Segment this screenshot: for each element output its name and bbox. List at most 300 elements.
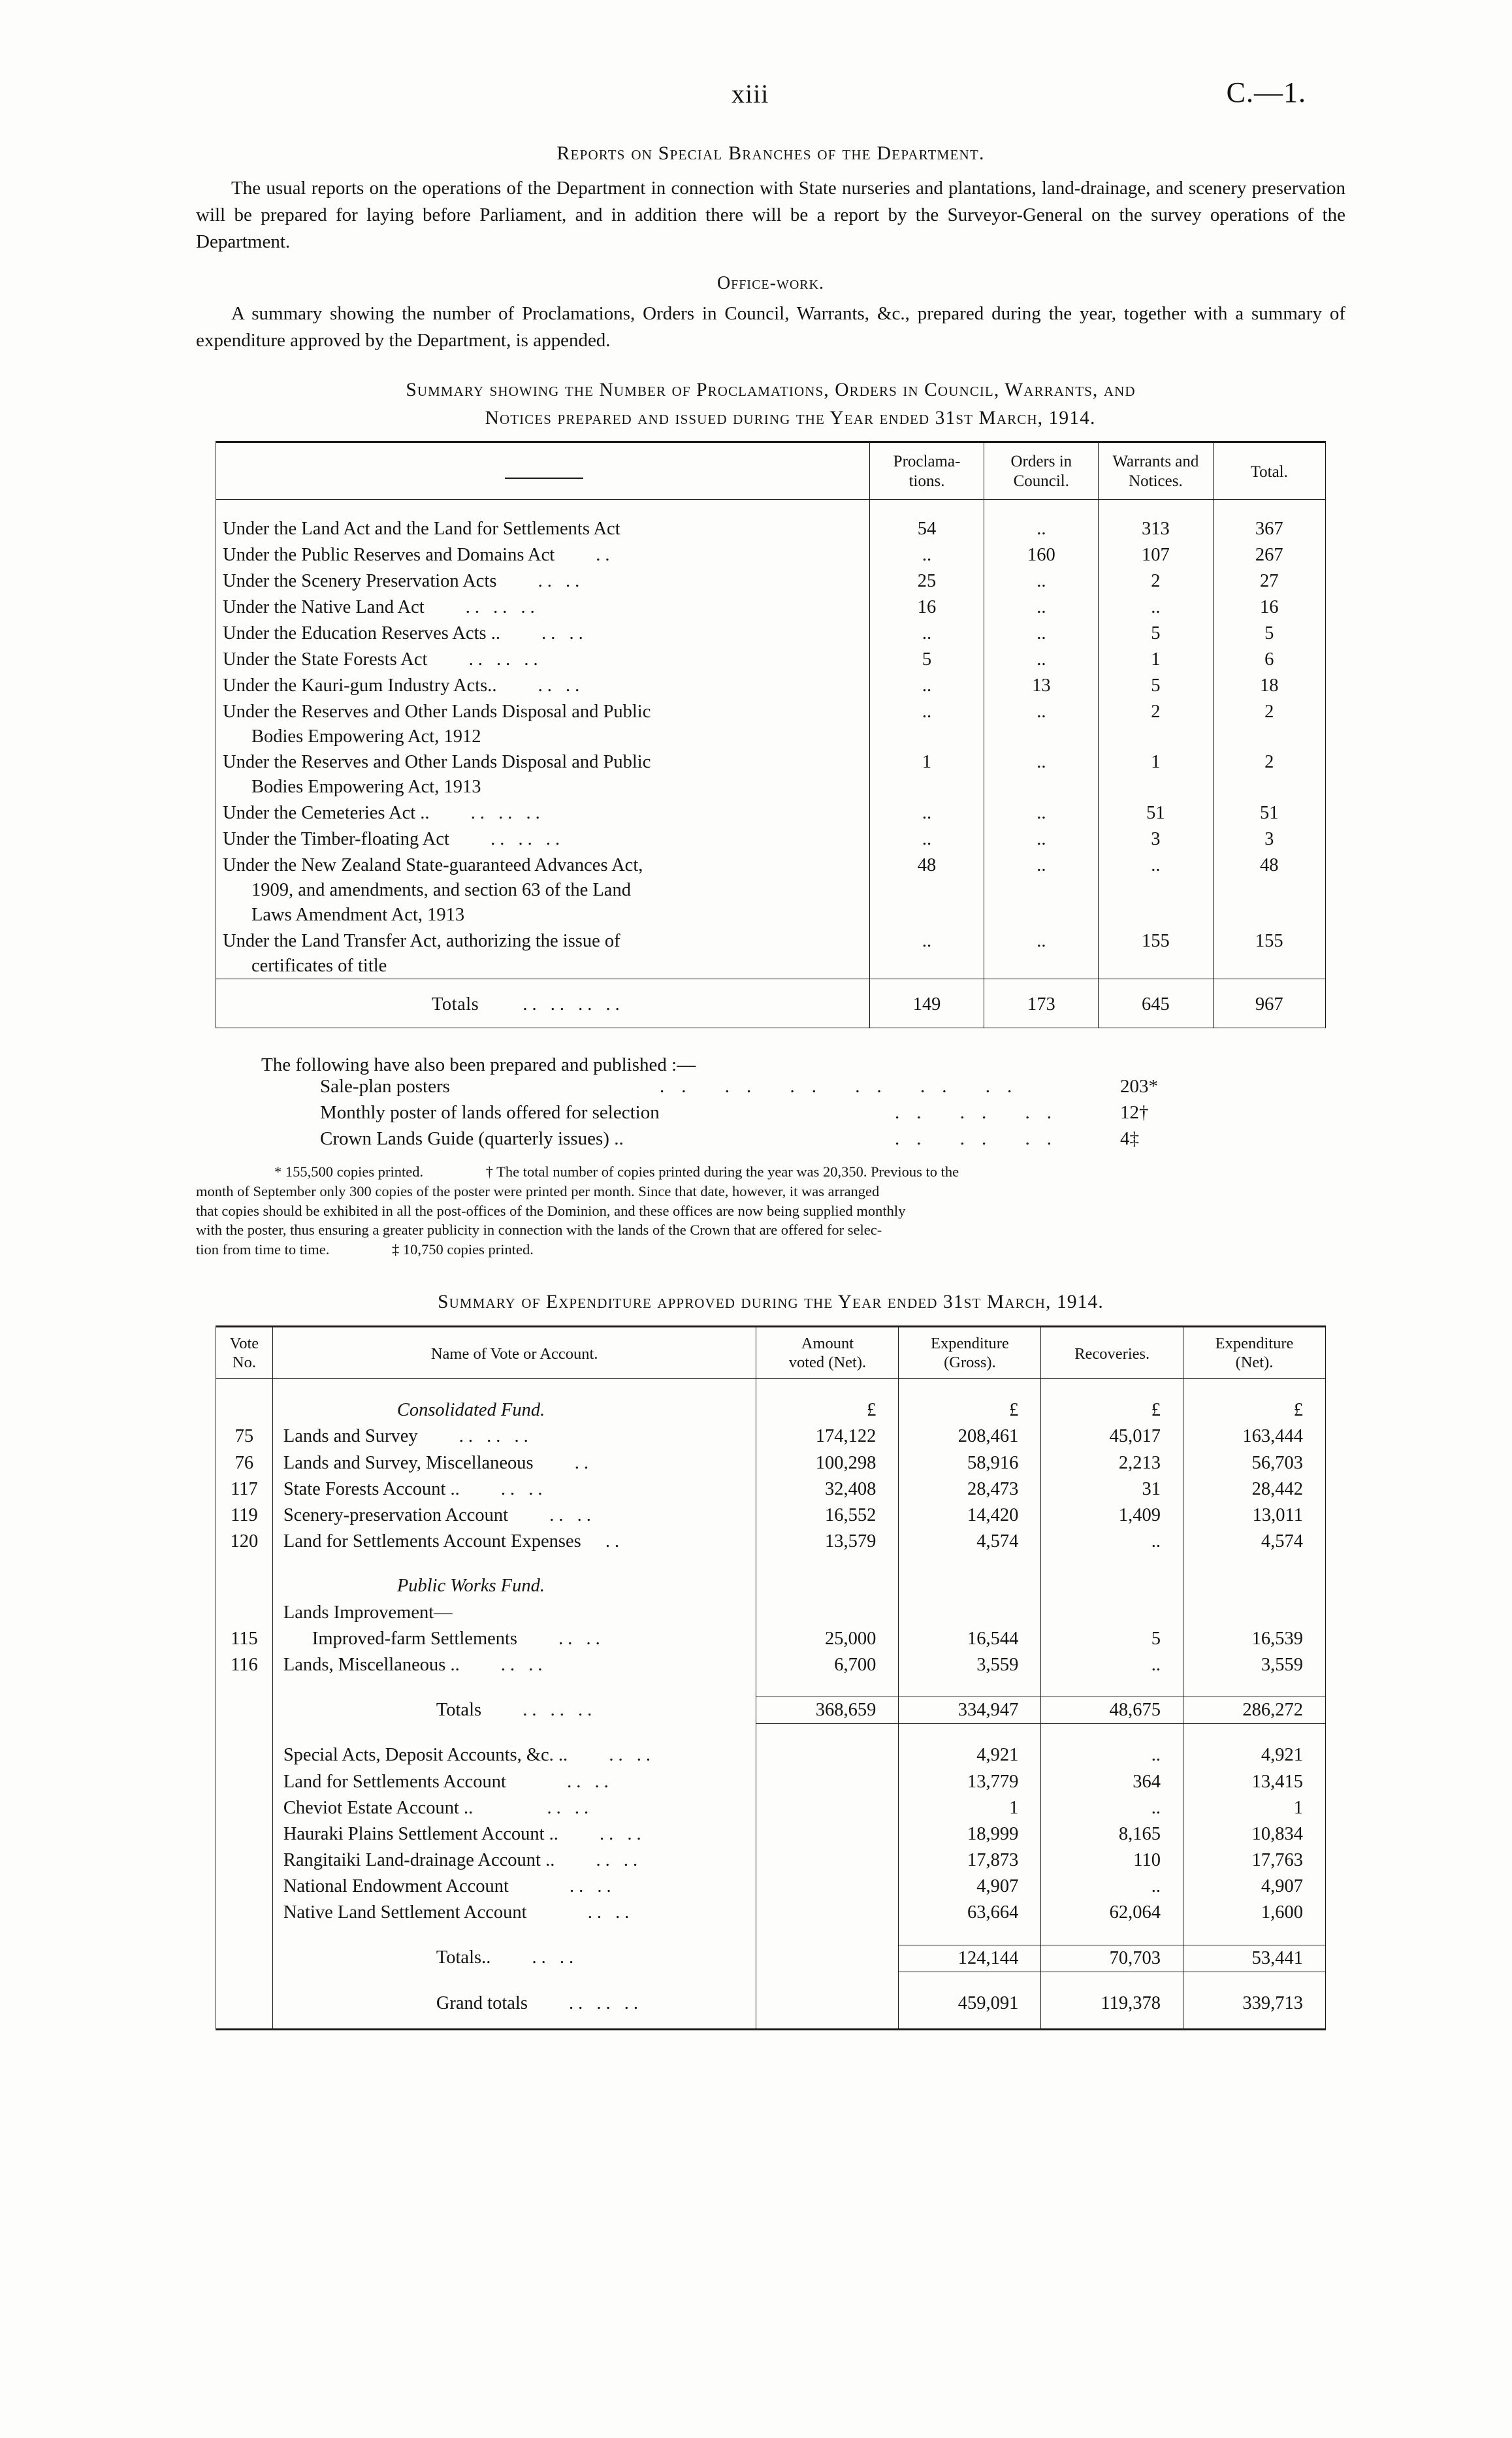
spacer-cell bbox=[899, 1555, 1041, 1573]
row-amount-voted bbox=[756, 1847, 899, 1874]
row-recoveries: .. bbox=[1041, 1742, 1183, 1768]
row-label-line2: Bodies Empowering Act, 1912 bbox=[251, 726, 481, 747]
spacer-cell bbox=[899, 1379, 1041, 1398]
spacer-cell bbox=[272, 1972, 756, 1991]
row-vote-no bbox=[216, 1795, 273, 1821]
totals-leader-dots: .. .. .. .. bbox=[523, 994, 624, 1015]
row-expenditure-net: 13,415 bbox=[1183, 1769, 1325, 1795]
row-expenditure-gross: 4,574 bbox=[899, 1529, 1041, 1555]
row-total: 6 bbox=[1213, 647, 1326, 673]
row-vote-no bbox=[216, 1821, 273, 1847]
published-item-label: Monthly poster of lands offered for selection bbox=[320, 1102, 660, 1124]
spacer-cell bbox=[899, 1678, 1041, 1697]
row-recoveries: .. bbox=[1041, 1529, 1183, 1555]
spacer-cell bbox=[216, 1555, 273, 1573]
group-title-consolidated-fund: Consolidated Fund. bbox=[272, 1397, 756, 1423]
row-proclamations: 1 bbox=[869, 749, 984, 800]
row-orders: .. bbox=[984, 699, 1099, 750]
group-heading-row bbox=[216, 1573, 1326, 1599]
currency-amount: £ bbox=[756, 1397, 899, 1423]
row-orders: .. bbox=[984, 853, 1099, 928]
table-row bbox=[216, 1874, 1326, 1900]
table1-wrapper bbox=[216, 441, 1326, 1028]
spacer-cell bbox=[1183, 1724, 1325, 1743]
row-recoveries: 2,213 bbox=[1041, 1450, 1183, 1476]
row-account-name bbox=[272, 1821, 756, 1847]
spacer-cell bbox=[756, 1379, 899, 1398]
spacer-cell bbox=[1041, 2017, 1183, 2030]
row-account-name-text: Improved-farm Settlements bbox=[312, 1628, 518, 1649]
table2-wrapper bbox=[216, 1325, 1326, 2031]
table2-col-gross bbox=[899, 1326, 1041, 1379]
table2-col-gross-l1: Expenditure bbox=[931, 1334, 1009, 1352]
totals-recoveries: 70,703 bbox=[1041, 1945, 1183, 1972]
row-expenditure-gross: 208,461 bbox=[899, 1423, 1041, 1450]
row-leader-dots: .. .. bbox=[538, 675, 585, 696]
spacer-cell bbox=[1041, 1379, 1183, 1398]
spacer-cell bbox=[899, 1926, 1041, 1945]
published-item-label: Crown Lands Guide (quarterly issues) .. bbox=[320, 1128, 624, 1150]
footnote-line-5 bbox=[196, 1240, 1345, 1260]
table1-col-warrants bbox=[1099, 442, 1213, 500]
row-warrants: 51 bbox=[1099, 800, 1213, 826]
row-leader-dots: .. bbox=[605, 1531, 624, 1552]
row-amount-voted bbox=[756, 1769, 899, 1795]
list-item bbox=[320, 1102, 1345, 1128]
table-row bbox=[216, 1626, 1326, 1652]
spacer-cell bbox=[1041, 1678, 1183, 1697]
group-heading-row bbox=[216, 1397, 1326, 1423]
row-amount-voted: 25,000 bbox=[756, 1626, 899, 1652]
table2-bottom-rule-row bbox=[216, 2017, 1326, 2030]
row-recoveries: 110 bbox=[1041, 1847, 1183, 1874]
list-item bbox=[320, 1128, 1345, 1154]
spacer-cell bbox=[756, 2017, 899, 2030]
row-label-text: Under the Cemeteries Act .. bbox=[223, 803, 430, 824]
row-proclamations: .. bbox=[869, 542, 984, 568]
row-proclamations: 25 bbox=[869, 568, 984, 594]
table-row bbox=[216, 1742, 1326, 1768]
table1-col-proclamations bbox=[869, 442, 984, 500]
row-expenditure-net: 4,907 bbox=[1183, 1874, 1325, 1900]
row-account-name bbox=[272, 1769, 756, 1795]
totals-vote-blank bbox=[216, 1945, 273, 1972]
row-recoveries: 31 bbox=[1041, 1476, 1183, 1503]
table2-col-recoveries bbox=[1041, 1326, 1183, 1379]
table-row bbox=[216, 647, 1326, 673]
table-row bbox=[216, 1769, 1326, 1795]
table1-title-line1: Summary showing the Number of Proclamations, Orders in Council, Warrants, and bbox=[406, 379, 1136, 400]
row-orders: .. bbox=[984, 749, 1099, 800]
table-row bbox=[216, 1795, 1326, 1821]
group-subheading-row bbox=[216, 1600, 1326, 1626]
totals-recoveries: 48,675 bbox=[1041, 1697, 1183, 1724]
table-row bbox=[216, 1450, 1326, 1476]
row-expenditure-net: 13,011 bbox=[1183, 1503, 1325, 1529]
row-proclamations: .. bbox=[869, 928, 984, 979]
spacer-cell bbox=[272, 1555, 756, 1573]
currency-gross: £ bbox=[899, 1397, 1041, 1423]
row-account-name-text: Land for Settlements Account bbox=[283, 1771, 506, 1792]
spacer-cell bbox=[272, 1926, 756, 1945]
row-expenditure-net: 10,834 bbox=[1183, 1821, 1325, 1847]
spacer-cell bbox=[272, 1678, 756, 1697]
row-account-name bbox=[272, 1874, 756, 1900]
row-account-name-text: Lands and Survey, Miscellaneous bbox=[283, 1452, 534, 1473]
row-proclamations: .. bbox=[869, 826, 984, 853]
group-gross-blank bbox=[899, 1573, 1041, 1599]
published-item-value: 4‡ bbox=[1120, 1128, 1139, 1150]
row-account-name-text: Special Acts, Deposit Accounts, &c. .. bbox=[283, 1745, 568, 1766]
currency-net: £ bbox=[1183, 1397, 1325, 1423]
group-net-blank bbox=[1183, 1600, 1325, 1626]
table1-col-proclamations-l1: Proclama- bbox=[893, 453, 961, 471]
row-warrants: 2 bbox=[1099, 568, 1213, 594]
spacer-cell bbox=[756, 1555, 899, 1573]
published-item-label: Sale-plan posters bbox=[320, 1076, 450, 1097]
table-row bbox=[216, 1847, 1326, 1874]
published-lead: The following have also been prepared and published :— bbox=[261, 1054, 696, 1076]
table2-col-amount-l2: voted (Net). bbox=[788, 1353, 867, 1371]
table-row bbox=[216, 749, 1326, 800]
grand-totals-label-text: Grand totals bbox=[436, 1992, 528, 2013]
row-amount-voted: 100,298 bbox=[756, 1450, 899, 1476]
table2-title: Summary of Expenditure approved during the Year ended 31st March, 1914. bbox=[438, 1291, 1104, 1312]
totals-vote-blank bbox=[216, 1697, 273, 1724]
spacer-cell bbox=[756, 1724, 899, 1743]
row-expenditure-gross: 1 bbox=[899, 1795, 1041, 1821]
row-expenditure-gross: 28,473 bbox=[899, 1476, 1041, 1503]
row-vote-no: 75 bbox=[216, 1423, 273, 1450]
paragraph-reports: The usual reports on the operations of the Department in connection with State nurseries and plantations, land-drainage, and scenery preservation will be prepared for laying before Parliament, and in addition there will be a report by the Surveyor-General on the survey operations of the Department. bbox=[196, 178, 1345, 253]
row-proclamations: .. bbox=[869, 673, 984, 699]
row-account-name-text: Lands and Survey bbox=[283, 1426, 418, 1447]
row-account-name-text: State Forests Account .. bbox=[283, 1478, 460, 1499]
currency-recoveries: £ bbox=[1041, 1397, 1183, 1423]
row-label-text: Under the Public Reserves and Domains Act bbox=[223, 545, 555, 566]
row-expenditure-gross: 16,544 bbox=[899, 1626, 1041, 1652]
row-label-text: Under the State Forests Act bbox=[223, 649, 428, 670]
row-amount-voted bbox=[756, 1795, 899, 1821]
footnote-line-1 bbox=[196, 1162, 1345, 1182]
table2-col-name bbox=[272, 1326, 756, 1379]
row-account-name bbox=[272, 1503, 756, 1529]
table-row bbox=[216, 1503, 1326, 1529]
row-amount-voted: 174,122 bbox=[756, 1423, 899, 1450]
footnote-line-4: with the poster, thus ensuring a greater publicity in connection with the lands of the Crown that are offered for selec- bbox=[196, 1222, 882, 1239]
table-row bbox=[216, 1423, 1326, 1450]
table-row bbox=[216, 500, 1326, 542]
spacer-cell bbox=[1183, 1678, 1325, 1697]
table1-head bbox=[216, 442, 1326, 500]
row-vote-no: 115 bbox=[216, 1626, 273, 1652]
row-total: 18 bbox=[1213, 673, 1326, 699]
row-proclamations: .. bbox=[869, 800, 984, 826]
table-row bbox=[216, 542, 1326, 568]
grand-recoveries: 119,378 bbox=[1041, 1991, 1183, 2017]
row-expenditure-net: 163,444 bbox=[1183, 1423, 1325, 1450]
row-leader-dots: .. .. bbox=[558, 1628, 605, 1649]
row-expenditure-net: 28,442 bbox=[1183, 1476, 1325, 1503]
totals-net: 53,441 bbox=[1183, 1945, 1325, 1972]
row-account-name-text: National Endowment Account bbox=[283, 1876, 509, 1897]
row-expenditure-net: 56,703 bbox=[1183, 1450, 1325, 1476]
group-net-blank bbox=[1183, 1573, 1325, 1599]
spacer-row bbox=[216, 1926, 1326, 1945]
spacer-cell bbox=[216, 1379, 273, 1398]
row-leader-dots: .. .. .. bbox=[491, 829, 565, 850]
published-item-value: 203* bbox=[1120, 1076, 1158, 1097]
row-vote-no bbox=[216, 1769, 273, 1795]
row-label-text: Under the Native Land Act bbox=[223, 597, 425, 618]
row-vote-no: 116 bbox=[216, 1652, 273, 1678]
footnote-line5-a: tion from time to time. bbox=[196, 1241, 330, 1258]
spacer-cell bbox=[272, 1724, 756, 1743]
table1-col-warrants-l2: Notices. bbox=[1129, 472, 1183, 491]
table2-col-net bbox=[1183, 1326, 1325, 1379]
row-label bbox=[216, 749, 870, 800]
spacer-cell bbox=[272, 2017, 756, 2030]
row-total: 2 bbox=[1213, 749, 1326, 800]
spacer-cell bbox=[216, 1678, 273, 1697]
spacer-cell bbox=[216, 1926, 273, 1945]
row-account-name-text: Rangitaiki Land-drainage Account .. bbox=[283, 1850, 555, 1871]
row-recoveries: 5 bbox=[1041, 1626, 1183, 1652]
row-label-line2: Bodies Empowering Act, 1913 bbox=[251, 777, 481, 798]
row-expenditure-net: 3,559 bbox=[1183, 1652, 1325, 1678]
row-account-name bbox=[272, 1795, 756, 1821]
row-expenditure-gross: 63,664 bbox=[899, 1900, 1041, 1926]
page-header bbox=[196, 78, 1345, 124]
row-leader-dots: .. .. bbox=[600, 1823, 646, 1844]
row-total: 267 bbox=[1213, 542, 1326, 568]
table1-col-orders-l1: Orders in bbox=[1010, 453, 1072, 471]
row-label-text: Under the Kauri-gum Industry Acts.. bbox=[223, 675, 497, 696]
table-row bbox=[216, 1529, 1326, 1555]
table-row bbox=[216, 1900, 1326, 1926]
row-account-name-text: Native Land Settlement Account bbox=[283, 1902, 527, 1923]
published-item-dots: .. .. .. bbox=[895, 1128, 1069, 1150]
row-label bbox=[216, 647, 870, 673]
row-expenditure-gross: 3,559 bbox=[899, 1652, 1041, 1678]
grand-net: 339,713 bbox=[1183, 1991, 1325, 2017]
row-account-name-text: Lands, Miscellaneous .. bbox=[283, 1654, 460, 1675]
row-recoveries: 62,064 bbox=[1041, 1900, 1183, 1926]
row-total: 48 bbox=[1213, 853, 1326, 928]
table-row bbox=[216, 1652, 1326, 1678]
list-item bbox=[320, 1076, 1345, 1102]
table-row bbox=[216, 800, 1326, 826]
totals-leader-dots: .. .. bbox=[532, 1947, 579, 1968]
grand-amount-voted bbox=[756, 1991, 899, 2017]
row-leader-dots: .. .. bbox=[500, 1654, 547, 1675]
row-label bbox=[216, 621, 870, 647]
row-account-name bbox=[272, 1742, 756, 1768]
row-expenditure-gross: 13,779 bbox=[899, 1769, 1041, 1795]
table2-body bbox=[216, 1379, 1326, 2030]
spacer-cell bbox=[899, 1724, 1041, 1743]
row-label bbox=[216, 699, 870, 750]
row-account-name bbox=[272, 1626, 756, 1652]
row-label bbox=[216, 800, 870, 826]
row-account-name bbox=[272, 1900, 756, 1926]
row-leader-dots: .. .. .. bbox=[465, 597, 539, 618]
row-leader-dots: .. .. bbox=[541, 623, 588, 643]
table1-title-line2: Notices prepared and issued during the Year ended 31st March, 1914. bbox=[485, 407, 1096, 429]
published-item-dots: .. .. .. bbox=[895, 1102, 1069, 1124]
row-expenditure-net: 1 bbox=[1183, 1795, 1325, 1821]
row-account-name bbox=[272, 1476, 756, 1503]
row-orders: .. bbox=[984, 826, 1099, 853]
row-amount-voted: 16,552 bbox=[756, 1503, 899, 1529]
table1-body bbox=[216, 500, 1326, 1028]
row-vote-no: 119 bbox=[216, 1503, 273, 1529]
row-total: 3 bbox=[1213, 826, 1326, 853]
published-list bbox=[196, 1054, 1345, 1259]
footnote-line-2: month of September only 300 copies of the poster were printed per month. Since that date, however, it was arranged bbox=[196, 1183, 880, 1199]
row-vote-no bbox=[216, 1742, 273, 1768]
table-row bbox=[216, 1821, 1326, 1847]
footnote-line5-b: ‡ 10,750 copies printed. bbox=[391, 1241, 534, 1258]
table-row bbox=[216, 928, 1326, 979]
grand-totals-label bbox=[272, 1991, 756, 2017]
group-gross-blank bbox=[899, 1600, 1041, 1626]
row-total: 27 bbox=[1213, 568, 1326, 594]
row-total: 2 bbox=[1213, 699, 1326, 750]
document-number: C.—1. bbox=[1226, 76, 1306, 108]
section-heading-reports: Reports on Special Branches of the Department. bbox=[556, 142, 985, 164]
paragraph-office-work: A summary showing the number of Proclamations, Orders in Council, Warrants, &c., prepared during the year, together with a summary of expenditure approved by the Department, is appended. bbox=[196, 302, 1345, 351]
row-account-name-text: Land for Settlements Account Expenses bbox=[283, 1531, 581, 1552]
row-label-text: Under the Timber-floating Act bbox=[223, 829, 449, 850]
row-label bbox=[216, 542, 870, 568]
row-leader-dots: .. .. bbox=[547, 1797, 594, 1818]
row-warrants: 5 bbox=[1099, 621, 1213, 647]
table1-header-row bbox=[216, 442, 1326, 500]
row-account-name-text: Scenery-preservation Account bbox=[283, 1505, 509, 1526]
row-leader-dots: .. .. bbox=[500, 1478, 547, 1499]
row-leader-dots: .. .. bbox=[587, 1902, 634, 1923]
grand-gross: 459,091 bbox=[899, 1991, 1041, 2017]
spacer-row bbox=[216, 1678, 1326, 1697]
row-label-line2: 1909, and amendments, and section 63 of the Land bbox=[251, 879, 631, 900]
row-vote-no bbox=[216, 1874, 273, 1900]
row-orders: .. bbox=[984, 500, 1099, 542]
row-amount-voted bbox=[756, 1821, 899, 1847]
row-total: 16 bbox=[1213, 594, 1326, 621]
spacer-cell bbox=[1183, 1926, 1325, 1945]
footnote-star-text: * 155,500 copies printed. bbox=[274, 1163, 424, 1180]
totals-leader-dots: .. .. .. bbox=[523, 1699, 597, 1720]
row-recoveries: 45,017 bbox=[1041, 1423, 1183, 1450]
row-orders: .. bbox=[984, 800, 1099, 826]
group-vote-blank bbox=[216, 1600, 273, 1626]
row-account-name bbox=[272, 1423, 756, 1450]
row-expenditure-net: 4,574 bbox=[1183, 1529, 1325, 1555]
row-proclamations: 5 bbox=[869, 647, 984, 673]
table-row bbox=[216, 699, 1326, 750]
page-content bbox=[196, 78, 1345, 2030]
published-item-dots: .. .. .. .. .. .. bbox=[660, 1076, 1029, 1097]
spacer-cell bbox=[1041, 1926, 1183, 1945]
table1-col-total bbox=[1213, 442, 1326, 500]
row-recoveries: .. bbox=[1041, 1795, 1183, 1821]
row-leader-dots: .. .. .. bbox=[458, 1426, 533, 1447]
table1-col-orders bbox=[984, 442, 1099, 500]
row-leader-dots: .. .. .. bbox=[468, 649, 543, 670]
row-vote-no bbox=[216, 1900, 273, 1926]
row-proclamations: 16 bbox=[869, 594, 984, 621]
row-orders: 160 bbox=[984, 542, 1099, 568]
table-row bbox=[216, 594, 1326, 621]
totals-gross: 334,947 bbox=[899, 1697, 1041, 1724]
published-item-value: 12† bbox=[1120, 1102, 1149, 1124]
proclamations-table bbox=[216, 441, 1326, 1028]
group-title-public-works-fund: Public Works Fund. bbox=[272, 1573, 756, 1599]
spacer-cell bbox=[1183, 1379, 1325, 1398]
row-proclamations: 48 bbox=[869, 853, 984, 928]
row-label-line2: certificates of title bbox=[251, 955, 387, 976]
table2-col-gross-l2: (Gross). bbox=[944, 1353, 996, 1371]
row-label bbox=[216, 928, 870, 979]
row-label-text: Under the Education Reserves Acts .. bbox=[223, 623, 501, 643]
folio-number: xiii bbox=[732, 79, 769, 108]
group-subtitle-lands-improvement: Lands Improvement— bbox=[272, 1600, 756, 1626]
totals-net: 286,272 bbox=[1183, 1697, 1325, 1724]
row-amount-voted: 13,579 bbox=[756, 1529, 899, 1555]
footnotes bbox=[196, 1162, 1345, 1259]
row-expenditure-net: 4,921 bbox=[1183, 1742, 1325, 1768]
table-row bbox=[216, 853, 1326, 928]
row-leader-dots: .. .. bbox=[596, 1850, 643, 1871]
row-leader-dots: .. bbox=[574, 1452, 594, 1473]
row-warrants: 5 bbox=[1099, 673, 1213, 699]
row-expenditure-gross: 17,873 bbox=[899, 1847, 1041, 1874]
row-amount-voted: 32,408 bbox=[756, 1476, 899, 1503]
spacer-cell bbox=[1183, 2017, 1325, 2030]
row-expenditure-gross: 18,999 bbox=[899, 1821, 1041, 1847]
row-expenditure-gross: 14,420 bbox=[899, 1503, 1041, 1529]
footnote-line-3: that copies should be exhibited in all the post-offices of the Dominion, and these offices are now being supplied monthly bbox=[196, 1202, 906, 1219]
row-warrants: 1 bbox=[1099, 749, 1213, 800]
table2-col-recoveries-label: Recoveries. bbox=[1074, 1344, 1150, 1363]
row-orders: .. bbox=[984, 647, 1099, 673]
row-account-name-text: Cheviot Estate Account .. bbox=[283, 1797, 474, 1818]
row-account-name-text: Hauraki Plains Settlement Account .. bbox=[283, 1823, 558, 1844]
row-orders: .. bbox=[984, 594, 1099, 621]
row-warrants: 1 bbox=[1099, 647, 1213, 673]
footnote-dagger-text: † The total number of copies printed during the year was 20,350. Previous to the bbox=[485, 1163, 959, 1180]
spacer-row bbox=[216, 1724, 1326, 1743]
spacer-cell bbox=[756, 1678, 899, 1697]
row-amount-voted: 6,700 bbox=[756, 1652, 899, 1678]
group-vote-blank bbox=[216, 1397, 273, 1423]
row-label bbox=[216, 568, 870, 594]
row-label bbox=[216, 673, 870, 699]
table1-totals-row bbox=[216, 979, 1326, 1028]
table1-col-orders-l2: Council. bbox=[1013, 472, 1070, 491]
row-expenditure-net: 16,539 bbox=[1183, 1626, 1325, 1652]
row-account-name bbox=[272, 1652, 756, 1678]
group-recoveries-blank bbox=[1041, 1600, 1183, 1626]
table-row bbox=[216, 1476, 1326, 1503]
table-row bbox=[216, 568, 1326, 594]
table2-col-net-l1: Expenditure bbox=[1215, 1334, 1294, 1352]
table2-subtotals-row bbox=[216, 1697, 1326, 1724]
row-label-line3: Laws Amendment Act, 1913 bbox=[251, 904, 465, 925]
spacer-cell bbox=[272, 1379, 756, 1398]
totals-label bbox=[272, 1697, 756, 1724]
